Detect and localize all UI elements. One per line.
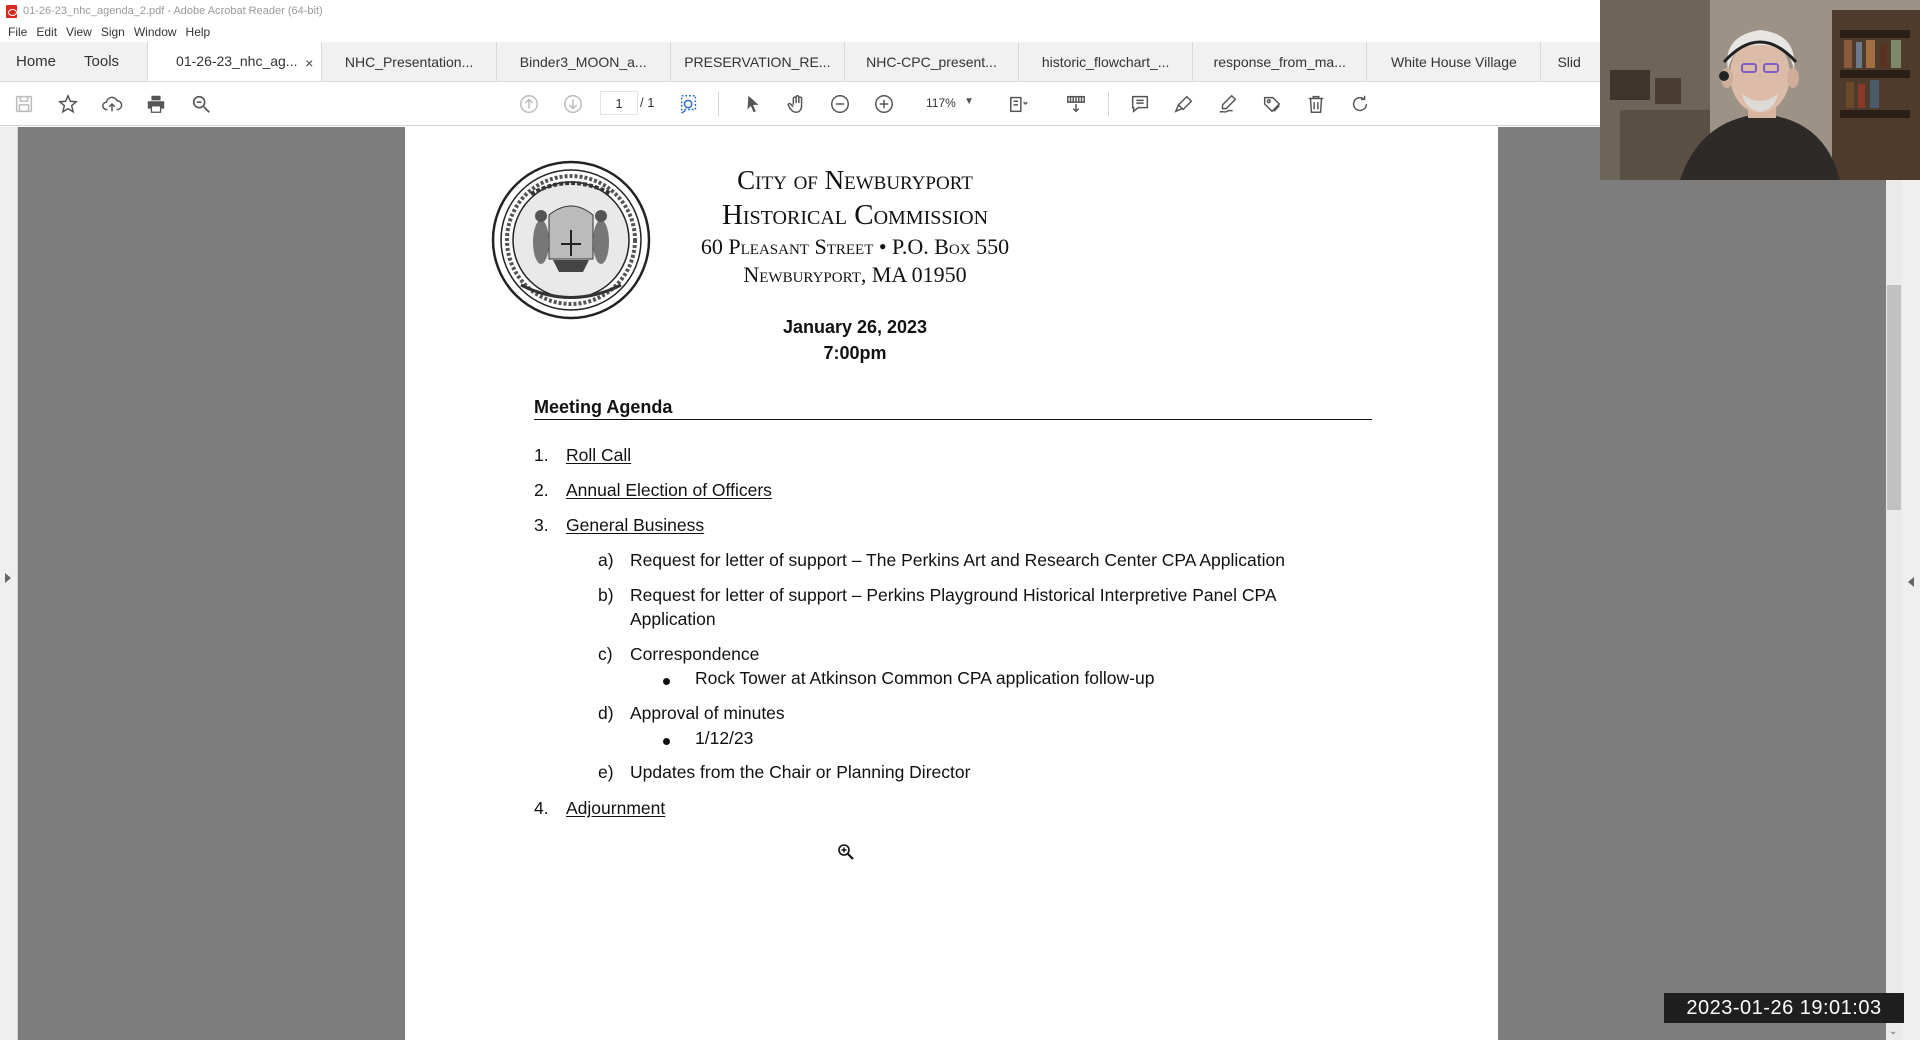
meeting-time: 7:00pm [823,343,887,363]
tab-bar [0,42,1600,82]
menu-help[interactable]: Help [185,25,211,39]
zoom-cursor-icon [837,843,855,861]
zoom-value: 117% [926,96,956,110]
sign-icon[interactable] [1216,92,1240,116]
sub-item-text: Correspondence [630,644,760,664]
title-bar [0,0,1600,22]
tab-label: 01-26-23_nhc_ag... [176,53,298,69]
star-icon[interactable] [56,92,80,116]
tab-document[interactable]: White House Village [1366,42,1540,81]
scrollbar-thumb[interactable] [1887,285,1901,510]
page-down-icon[interactable] [561,92,585,116]
agenda-title: Meeting Agenda [534,397,1372,420]
chevron-down-icon: ▼ [964,96,974,107]
header-city: City of Newburyport [737,165,973,195]
pdf-page [405,127,1498,1040]
agenda-item-number: 1. [534,445,549,465]
tab-home[interactable]: Home [16,53,57,70]
tab-document[interactable]: NHC-CPC_present... [844,42,1018,81]
rotate-icon[interactable] [1348,92,1372,116]
agenda-item-roll-call: Roll Call [566,445,632,465]
tab-document[interactable]: Binder3_MOON_a... [496,42,670,81]
page-up-icon[interactable] [517,92,541,116]
tab-document[interactable]: NHC_Presentation... [321,42,495,81]
menu-sign[interactable]: Sign [100,25,125,39]
tab-document-active[interactable] [147,42,321,81]
agenda-item-election: Annual Election of Officers [566,480,772,500]
hand-icon[interactable] [785,92,809,116]
select-icon[interactable] [741,92,765,116]
header-street: 60 Pleasant Street • P.O. Box 550 [700,234,1010,259]
meeting-date: January 26, 2023 [782,317,928,337]
bullet-icon [663,738,670,745]
close-tab-icon[interactable]: × [305,55,314,71]
window-title: 01-26-23_nhc_agenda_2.pdf - Adobe Acrobat Reader (64-bit) [23,5,323,17]
stamp-icon[interactable] [1260,92,1284,116]
zoom-out-icon[interactable] [828,92,852,116]
agenda-item-number: 2. [534,480,549,500]
toolbar-separator [718,92,719,116]
save-icon[interactable] [12,92,36,116]
sub-item-letter: b) [598,585,614,605]
menu-file[interactable]: File [8,25,28,39]
page-number-input[interactable]: 1 [600,91,638,115]
scroll-down-icon[interactable]: ⌄ [1889,1026,1898,1037]
scroll-mode-icon[interactable] [1064,92,1088,116]
sub-item-text: Updates from the Chair or Planning Director [630,762,971,782]
sub-item-text-continued: Application [630,609,716,629]
sub-item-letter: e) [598,762,614,782]
zoom-level-select[interactable] [912,91,982,115]
menu-view[interactable]: View [66,25,92,39]
highlight-icon[interactable] [1172,92,1196,116]
tab-tools[interactable]: Tools [84,53,120,70]
menu-window[interactable]: Window [133,25,177,39]
zoom-in-icon[interactable] [872,92,896,116]
sub-item-text: Request for letter of support – Perkins Playground Historical Interpretive Panel CPA [630,585,1277,605]
header-commission: Historical Commission [721,199,989,231]
fit-page-icon[interactable] [1007,92,1031,116]
tab-document[interactable]: PRESERVATION_RE... [670,42,844,81]
sub-item-bullet-text: Rock Tower at Atkinson Common CPA application follow-up [695,668,1155,688]
sub-item-letter: a) [598,550,614,570]
tab-document[interactable]: Slid [1540,42,1600,81]
agenda-item-adjournment: Adjournment [566,798,666,818]
delete-icon[interactable] [1304,92,1328,116]
upload-icon[interactable] [100,92,124,116]
sub-item-letter: d) [598,703,614,723]
sub-item-letter: c) [598,644,613,664]
sub-item-text: Approval of minutes [630,703,785,723]
webcam-person-image [1600,0,1920,180]
bullet-icon [663,678,670,685]
sub-item-bullet-text: 1/12/23 [695,728,754,748]
agenda-item-number: 3. [534,515,549,535]
agenda-item-number: 4. [534,798,549,818]
header-town: Newburyport, MA 01950 [743,262,967,287]
comment-icon[interactable] [1128,92,1152,116]
zoom-search-icon[interactable] [189,92,213,116]
toolbar-separator [1108,92,1109,116]
agenda-item-general-business: General Business [566,515,705,535]
pdf-file-icon [6,5,17,18]
recording-timestamp: 2023-01-26 19:01:03 [1664,993,1904,1023]
print-icon[interactable] [144,92,168,116]
expand-right-icon [5,573,11,583]
marquee-zoom-icon[interactable] [677,92,701,116]
sub-item-text: Request for letter of support – The Perkins Art and Research Center CPA Application [630,550,1285,570]
menu-edit[interactable]: Edit [36,25,58,39]
expand-left-icon [1908,577,1914,587]
tab-document[interactable]: historic_flowchart_... [1018,42,1192,81]
left-panel-toggle[interactable] [0,127,18,1040]
toolbar [0,82,1600,126]
page-total: / 1 [640,95,655,110]
tab-document[interactable]: response_from_ma... [1192,42,1366,81]
webcam-video [1600,0,1920,180]
menu-bar [0,22,1600,42]
